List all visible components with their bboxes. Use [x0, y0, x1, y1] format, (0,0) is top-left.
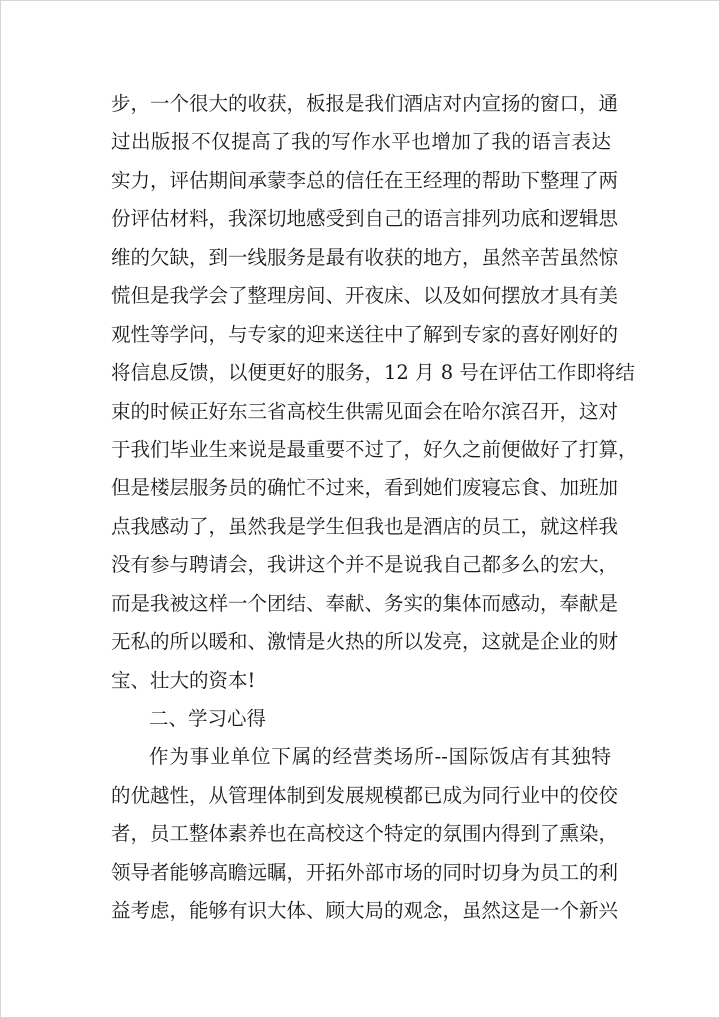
text-line: 二、学习心得: [149, 707, 267, 730]
text-line: 份评估材料，我深切地感受到自己的语言排列功底和逻辑思: [111, 207, 619, 231]
text-line: 于我们毕业生来说是最重要不过了，好久之前便做好了打算，: [111, 437, 638, 461]
body-text: [111, 85, 638, 931]
text-line: 束的时候正好东三省高校生供需见面会在哈尔滨召开，这对: [111, 399, 619, 423]
text-line: 慌但是我学会了整理房间、开夜床、以及如何摆放才具有美: [111, 284, 619, 308]
text-line: 益考虑，能够有识大体、顾大局的观念，虽然这是一个新兴: [111, 899, 619, 923]
text-line: 宝、壮大的资本!: [111, 668, 256, 692]
text-line: 过出版报不仅提高了我的写作水平也增加了我的语言表达: [111, 130, 611, 154]
text-line: 领导者能够高瞻远瞩，开拓外部市场的同时切身为员工的利: [111, 860, 619, 884]
text-line: 将信息反馈，以便更好的服务，12 月 8 号在评估工作即将结: [111, 361, 635, 385]
text-line: 没有参与聘请会，我讲这个并不是说我自己都多么的宏大，: [111, 553, 619, 577]
text-line: 而是我被这样一个团结、奉献、务实的集体而感动，奉献是: [111, 591, 619, 615]
text-line: 观性等学问，与专家的迎来送往中了解到专家的喜好刚好的: [111, 322, 619, 346]
text-line: 实力，评估期间承蒙李总的信任在王经理的帮助下整理了两: [111, 168, 619, 192]
text-line: 维的欠缺，到一线服务是最有收获的地方，虽然辛苦虽然惊: [111, 245, 619, 269]
text-line: 点我感动了，虽然我是学生但我也是酒店的员工，就这样我: [111, 514, 619, 538]
text-line: 步，一个很大的收获，板报是我们酒店对内宣扬的窗口，通: [111, 92, 619, 115]
text-line: 无私的所以暖和、激情是火热的所以发亮，这就是企业的财: [111, 630, 619, 654]
text-line: 者，员工整体素养也在高校这个特定的氛围内得到了熏染，: [111, 822, 619, 846]
text-line: 的优越性，从管理体制到发展规模都已成为同行业中的佼佼: [111, 783, 619, 807]
text-line: 但是楼层服务员的确忙不过来，看到她们废寝忘食、加班加: [111, 476, 619, 500]
text-line: 作为事业单位下属的经营类场所--国际饭店有其独特: [149, 745, 611, 769]
